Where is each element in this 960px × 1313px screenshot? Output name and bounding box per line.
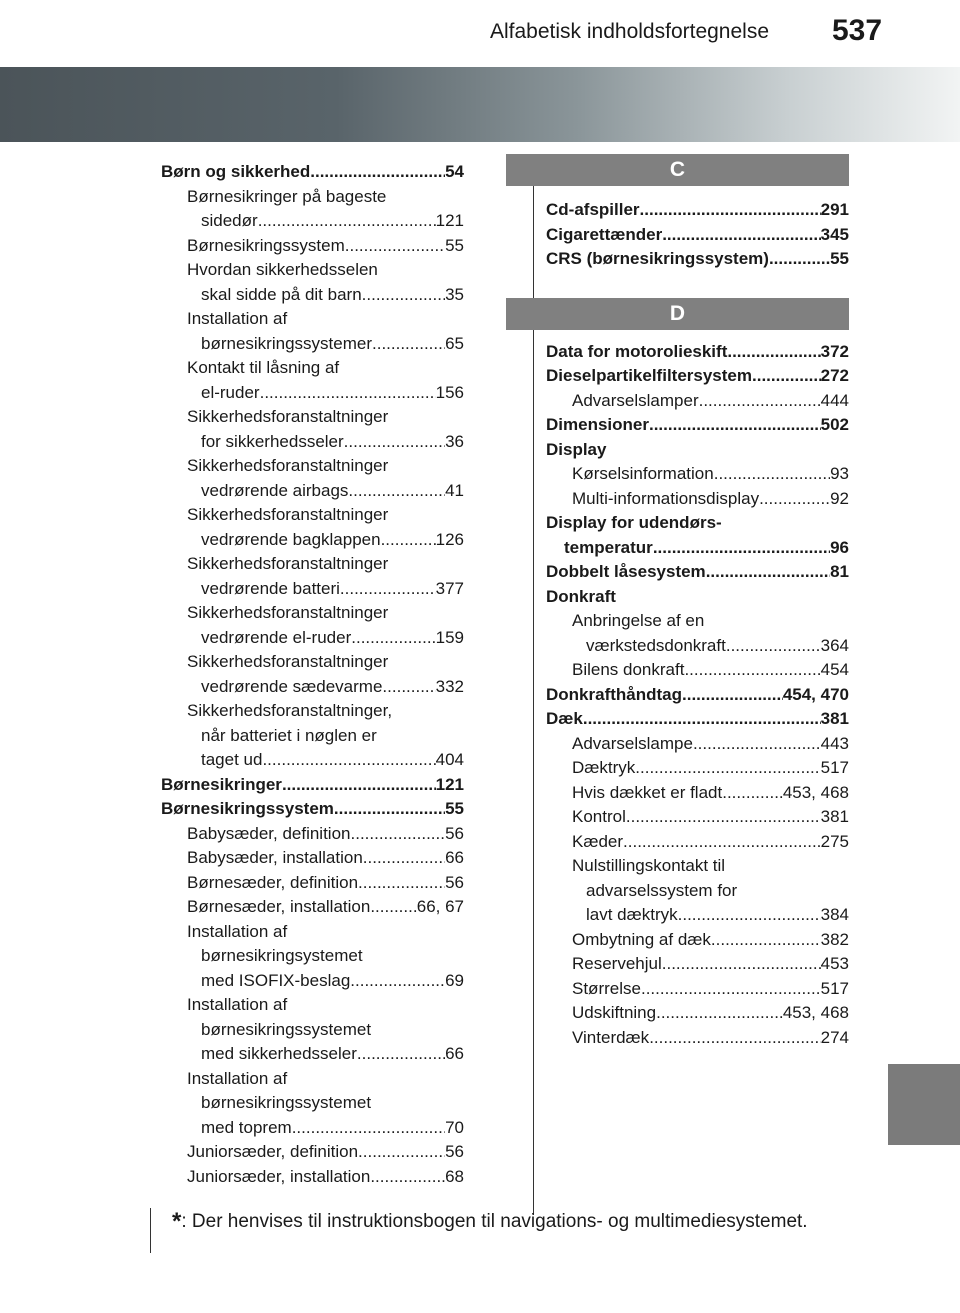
dot-leader [362,283,445,308]
page-reference: 444 [820,390,849,410]
entry-text: Babysæder, installation [187,848,363,867]
entry-text: børnesikringssystemer [201,333,372,353]
entry-text: Sikkerhedsforanstaltninger, [187,701,393,720]
entry-text: Donkrafthåndtag [546,684,682,704]
page-reference: 384 [820,905,849,924]
footnote [172,1208,808,1236]
index-side-tab [888,1064,960,1145]
index-subentry [161,699,464,773]
index-column-left [161,160,464,1189]
dot-leader [682,683,783,708]
entry-text: vedrørende batteri [201,578,340,598]
page-reference: 502 [820,415,849,434]
entry-text: Sikkerhedsforanstaltninger [187,652,389,671]
index-entry [546,198,849,223]
index-subentry [161,601,464,650]
entry-text: Juniorsæder, installation [187,1166,371,1186]
index-subentry [161,1165,464,1190]
entry-text: Sikkerhedsforanstaltninger [187,505,389,524]
index-subentry [546,658,849,683]
index-subentry [161,258,464,307]
index-subentry [546,462,849,487]
entry-text: Advarselslamper [572,390,699,410]
index-entry [546,340,849,365]
index-subentry [161,405,464,454]
page-reference: 41 [445,480,464,500]
entry-text: Størrelse [572,978,641,998]
dot-leader [711,928,821,953]
index-subentry [161,552,464,601]
dot-leader [583,707,821,732]
dot-leader [722,781,783,806]
index-subentry [161,871,464,896]
entry-text: Sikkerhedsforanstaltninger [187,456,389,475]
page-reference: 274 [820,1027,849,1047]
dot-leader [334,797,445,822]
page-reference: 332 [435,676,464,696]
dot-leader [752,364,821,389]
dot-leader [351,626,435,651]
entry-text: med ISOFIX-beslag [201,970,351,990]
dot-leader [640,198,821,223]
dot-leader [262,748,435,773]
index-subentry [546,952,849,977]
page-number: 537 [832,14,883,47]
index-entry [546,438,849,463]
index-entry [546,511,849,560]
entry-text: Børnesikringssystem [187,235,345,255]
index-subentry [161,356,464,405]
entry-text: Hvis dækket er fladt [572,782,723,802]
index-subentry [161,822,464,847]
entry-text: Cigarettænder [546,224,663,244]
dot-leader [260,381,436,406]
entry-text: Dobbelt låsesystem [546,562,706,581]
page-reference: 54 [445,162,464,181]
entry-text: Display for udendørs- [546,513,722,532]
dot-leader [649,413,821,438]
page-reference: 517 [820,758,849,777]
index-subentry [546,928,849,953]
index-subentry [161,993,464,1067]
index-subentry [546,830,849,855]
index-subentry [161,307,464,356]
entry-text: Kontakt til låsning af [187,358,340,377]
dot-leader [769,247,830,272]
page-reference: 81 [830,562,849,581]
page-reference: 56 [445,1142,464,1161]
entry-text: Data for motorolieskift [546,341,728,361]
dot-leader [372,332,445,357]
entry-text: Cd-afspiller [546,200,640,219]
page-reference: 92 [830,488,849,508]
entry-text: for sikkerhedsseler [201,431,344,451]
index-entry [161,773,464,798]
dot-leader [310,160,445,185]
dot-leader [363,846,445,871]
dot-leader [714,462,830,487]
dot-leader [678,903,821,928]
entry-text: Dimensioner [546,415,649,434]
entry-text: Installation af [187,921,288,941]
entry-text: Juniorsæder, definition [187,1142,359,1161]
index-entry [546,223,849,248]
entry-text: Nulstillingskontakt til [572,856,726,875]
entry-text: sidedør [201,211,258,230]
page-reference: 517 [820,978,849,998]
entry-text: Donkraft [546,586,616,606]
entry-text: Hvordan sikkerhedsselen [187,260,378,279]
index-entry [546,585,849,610]
entry-text: Børnesikringer på bageste [187,186,387,206]
entry-text: Installation af [187,309,288,328]
footnote-marker: * [172,1208,182,1235]
index-entry [546,364,849,389]
entry-text: Udskiftning [572,1003,657,1022]
page-reference: 381 [820,807,849,826]
entry-text: med sikkerhedsseler [201,1044,357,1063]
entry-text: Sikkerhedsforanstaltninger [187,603,389,622]
margin-rule [150,1208,151,1253]
page-reference: 364 [820,635,849,655]
entry-text: vedrørende sædevarme [201,676,383,696]
entry-text: Ombytning af dæk [572,929,711,949]
entry-text: børnesikringssystemet [201,1093,372,1112]
page-reference: 404 [435,750,464,769]
entry-text: lavt dæktryk [586,905,678,924]
entry-text: Dieselpartikelfiltersystem [546,366,752,385]
entry-text: Installation af [187,1068,288,1088]
dot-leader [350,969,445,994]
dot-leader [358,1140,445,1165]
index-subentry [546,977,849,1002]
entry-text: Display [546,439,607,459]
index-subentry [161,503,464,552]
dot-leader [662,223,820,248]
page-reference: 381 [820,709,849,728]
page-reference: 453, 468 [782,1003,849,1022]
page-reference: 55 [830,249,849,268]
dot-leader [626,805,821,830]
entry-text: når batteriet i nøglen er [201,725,377,745]
dot-leader [358,871,445,896]
dot-leader [726,634,821,659]
section-header-d: D [506,298,849,330]
index-subentry [161,846,464,871]
page-reference: 56 [445,872,464,892]
entry-text: skal sidde på dit barn [201,284,362,304]
index-entry [546,707,849,732]
dot-leader [641,977,821,1002]
page-reference: 36 [445,431,464,451]
entry-text: Sikkerhedsforanstaltninger [187,554,389,573]
index-subentry [546,854,849,928]
page-reference: 56 [445,823,464,843]
entry-text: Dæktryk [572,758,636,777]
page-reference: 121 [435,774,464,794]
entry-text: CRS (børnesikringssystem) [546,249,769,268]
index-subentry [546,1026,849,1051]
dot-leader [258,209,436,234]
page-reference: 68 [445,1166,464,1186]
entry-text: temperatur [564,537,653,557]
header-banner [0,67,960,142]
dot-leader [759,487,830,512]
entry-text: Dæk [546,709,583,728]
entry-text: Babysæder, definition [187,823,351,843]
index-subentry [546,487,849,512]
page-reference: 96 [830,537,849,557]
page-reference: 377 [435,578,464,598]
page-reference: 121 [435,211,464,230]
page-reference: 454, 470 [782,684,849,704]
page-reference: 159 [435,627,464,647]
entry-text: Kontrol [572,807,626,826]
index-subentry [161,650,464,699]
index-subentry [546,1001,849,1026]
page-reference: 372 [820,341,849,361]
page-reference: 93 [830,464,849,483]
index-subentry [161,1067,464,1141]
entry-text: børnesikringsystemet [201,946,363,965]
page-reference: 443 [820,733,849,753]
dot-leader [727,340,820,365]
page-reference: 66, 67 [416,897,464,916]
index-entry [546,247,849,272]
dot-leader [656,1001,783,1026]
index-subentry [161,454,464,503]
dot-leader [282,773,436,798]
page-reference: 291 [820,200,849,219]
entry-text: Sikkerhedsforanstaltninger [187,407,389,426]
page-reference: 66 [445,1044,464,1063]
page-reference: 55 [445,235,464,255]
index-entry [546,413,849,438]
page-reference: 345 [820,224,849,244]
dot-leader [693,732,821,757]
entry-text: el-ruder [201,382,260,402]
dot-leader [351,822,446,847]
index-subentry [161,895,464,920]
dot-leader [662,952,821,977]
entry-text: Bilens donkraft [572,660,685,679]
index-entry [546,683,849,708]
dot-leader [344,430,445,455]
dot-leader [706,560,830,585]
entry-text: Børnesæder, installation [187,897,371,916]
page-reference: 66 [445,848,464,867]
index-subentry [161,234,464,259]
page-reference: 126 [435,529,464,549]
entry-text: Vinterdæk [572,1027,650,1047]
page-reference: 275 [820,831,849,851]
dot-leader [370,895,416,920]
index-subentry [546,389,849,414]
page-reference: 35 [445,284,464,304]
index-entry [161,797,464,822]
dot-leader [699,389,821,414]
page-reference: 70 [445,1117,464,1137]
page-reference: 453 [820,954,849,973]
entry-text: Børnesikringssystem [161,799,334,818]
entry-text: Kørselsinformation [572,464,714,483]
entry-text: børnesikringssystemet [201,1019,372,1039]
dot-leader [381,528,436,553]
page-reference: 156 [435,382,464,402]
index-subentry [161,1140,464,1165]
dot-leader [357,1042,445,1067]
page-reference: 454 [820,660,849,679]
index-subentry [546,732,849,757]
entry-text: værkstedsdonkraft [586,635,726,655]
entry-text: taget ud [201,750,263,769]
entry-text: Anbringelse af en [572,611,705,630]
index-column-right [546,158,849,1050]
page-reference: 382 [820,929,849,949]
entry-text: Multi-informationsdisplay [572,488,760,508]
entry-text: Børnesikringer [161,774,282,794]
page-reference: 453, 468 [782,782,849,802]
index-subentry [546,781,849,806]
dot-leader [623,830,821,855]
dot-leader [653,536,830,561]
index-subentry [161,920,464,994]
index-subentry [546,756,849,781]
entry-text: med toprem [201,1117,292,1137]
entry-text: Installation af [187,995,288,1014]
dot-leader [292,1116,445,1141]
entry-text: vedrørende airbags [201,480,349,500]
page-reference: 272 [820,366,849,385]
entry-text: Børn og sikkerhed [161,162,311,181]
dot-leader [345,234,445,259]
page-header-title: Alfabetisk indholdsfortegnelse [490,20,770,43]
index-subentry [546,805,849,830]
entry-text: vedrørende el-ruder [201,627,352,647]
entry-text: Børnesæder, definition [187,872,359,892]
entry-text: Advarselslampe [572,733,693,753]
entry-text: advarselssystem for [586,880,738,900]
index-entry [546,560,849,585]
dot-leader [635,756,820,781]
section-header-c: C [506,154,849,186]
dot-leader [370,1165,445,1190]
entry-text: vedrørende bagklappen [201,529,381,549]
dot-leader [649,1026,820,1051]
page-reference: 65 [445,333,464,353]
dot-leader [340,577,436,602]
page-reference: 69 [445,970,464,990]
index-entry [161,160,464,185]
index-subentry [546,609,849,658]
dot-leader [348,479,445,504]
dot-leader [382,675,435,700]
entry-text: Reservehjul [572,954,662,973]
entry-text: Kæder [572,831,624,851]
footnote-text: : Der henvises til instruktionsbogen til navigations- og multimediesystemet. [181,1211,808,1232]
dot-leader [684,658,820,683]
index-subentry [161,185,464,234]
page-reference: 55 [445,799,464,818]
